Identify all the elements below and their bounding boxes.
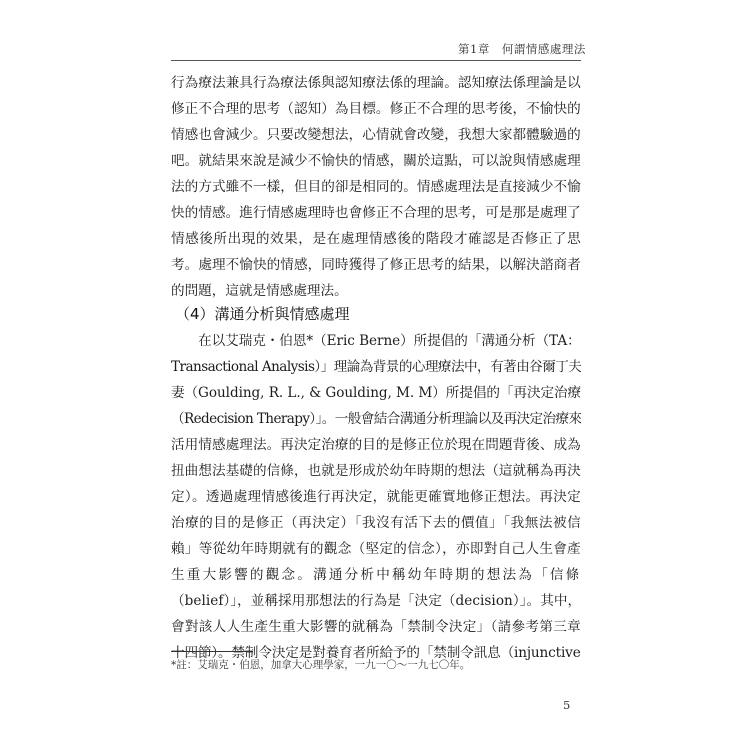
footnote-rule [171, 651, 253, 652]
text-line: （belief）」，並稱採用那想法的行為是「決定（decision）」。其中， [171, 593, 581, 609]
text-line: （Redecision Therapy）」。一般會結合溝通分析理論以及再決定治療來 [171, 411, 581, 427]
text-line: 法的方式雖不一樣，但目的卻是相同的。情感處理法是直接減少不愉 [171, 179, 581, 195]
text-line: 妻（Goulding, R. L., & Goulding, M. M）所提倡的「再決定治療 [171, 385, 581, 401]
text-line: 修正不合理的思考（認知）為目標。修正不合理的思考後，不愉快的 [171, 101, 581, 117]
text-line: Transactional Analysis）」理論為背景的心理療法中，有著由谷爾丁夫 [171, 359, 581, 375]
text-line: 情感後所出現的效果，是在處理情感後的階段才確認是否修正了思 [171, 231, 581, 247]
text-line: 考。處理不愉快的情感，同時獲得了修正思考的結果，以解決諮商者 [171, 257, 581, 273]
page-number: 5 [563, 698, 571, 712]
running-header: 第1章 何謂情感處理法 [458, 42, 586, 56]
text-line: 行為療法兼具行為療法係與認知療法係的理論。認知療法係理論是以 [171, 75, 581, 91]
text-line: 扭曲想法基礎的信條，也就是形成於幼年時期的想法（這就稱為再決 [171, 463, 581, 479]
text-line: 治療的目的是修正（再決定）「我沒有活下去的價值」「我無法被信 [171, 515, 581, 531]
header-rule [171, 60, 581, 61]
text-line: 賴」等從幼年時期就有的觀念（堅定的信念），亦即對自己人生會產 [171, 541, 581, 557]
body-paragraph-1 [171, 70, 581, 304]
text-line: 定）。透過處理情感後進行再決定，就能更確實地修正想法。再決定 [171, 489, 581, 505]
text-line: 會對該人人生產生重大影響的就稱為「禁制令決定」（請參考第三章 [171, 619, 581, 635]
footnote: *註：艾瑞克・伯恩，加拿大心理學家，一九一〇～一九七〇年。 [171, 659, 471, 671]
body-paragraph-2 [171, 328, 581, 666]
text-line: 的問題，這就是情感處理法。 [171, 283, 348, 299]
text-line: 十四節）。禁制令決定是對養育者所給予的「禁制令訊息（injunctive [171, 645, 581, 661]
text-line: 情感也會減少。只要改變想法，心情就會改變，我想大家都體驗過的 [171, 127, 581, 143]
text-line: 快的情感。進行情感處理時也會修正不合理的思考，可是那是處理了 [171, 205, 581, 221]
text-line: 生重大影響的觀念。溝通分析中稱幼年時期的想法為「信條 [171, 567, 581, 583]
text-line: 活用情感處理法。再決定治療的目的是修正位於現在問題背後、成為 [171, 437, 581, 453]
text-line: 在以艾瑞克・伯恩*（Eric Berne）所提倡的「溝通分析（TA： [171, 333, 581, 349]
section-heading: （4）溝通分析與情感處理 [175, 305, 350, 323]
text-line: 吧。就結果來說是減少不愉快的情感，關於這點，可以說與情感處理 [171, 153, 581, 169]
